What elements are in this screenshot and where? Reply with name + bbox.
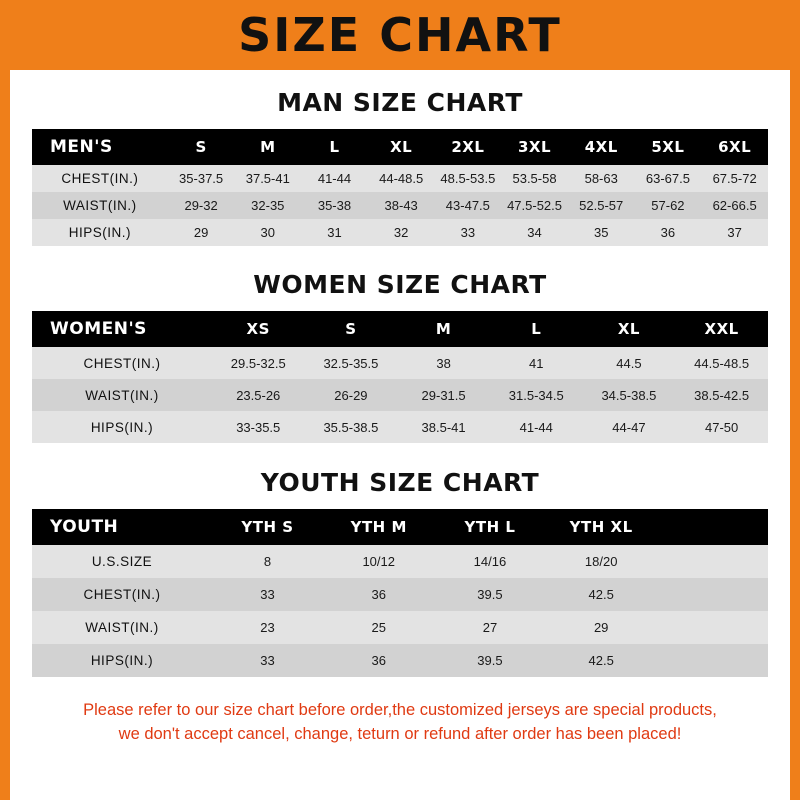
table-body bbox=[32, 545, 768, 677]
table-cell bbox=[657, 545, 768, 578]
row-label-waist: WAIST(IN.) bbox=[85, 620, 159, 635]
table-cell: 38-43 bbox=[384, 198, 418, 213]
header-cell-rowlabel: MEN'S bbox=[50, 137, 113, 157]
table-cell: 35.5-38.5 bbox=[323, 419, 379, 435]
table-cell: 58-63 bbox=[584, 171, 618, 186]
header-cell-5xl: 5XL bbox=[651, 138, 685, 156]
header-cell-m: M bbox=[260, 138, 276, 156]
section-youth-size-chart bbox=[32, 468, 768, 677]
row-label-chest: CHEST(IN.) bbox=[61, 171, 139, 186]
header-cell-xxl: XXL bbox=[704, 320, 739, 338]
table-cell: 29 bbox=[593, 620, 609, 635]
row-label-waist: WAIST(IN.) bbox=[63, 198, 137, 213]
table-header-row bbox=[32, 311, 768, 347]
table-cell: 18/20 bbox=[584, 554, 618, 569]
table-cell: 42.5 bbox=[588, 653, 614, 668]
table-cell: 39.5 bbox=[477, 587, 503, 602]
table-cell: 37.5-41 bbox=[245, 171, 290, 186]
table-row bbox=[32, 219, 768, 246]
table-cell: 47.5-52.5 bbox=[507, 198, 562, 213]
table-row bbox=[32, 379, 768, 411]
table-cell: 32-35 bbox=[251, 198, 285, 213]
header-cell-yth-l: YTH L bbox=[464, 518, 516, 536]
table-cell: 29-32 bbox=[184, 198, 218, 213]
table-youth-size-chart bbox=[32, 509, 768, 677]
table-cell: 36 bbox=[660, 225, 676, 240]
row-label-waist: WAIST(IN.) bbox=[85, 387, 159, 403]
table-cell: 8 bbox=[263, 554, 272, 569]
header-cell-yth-xl: YTH XL bbox=[569, 518, 633, 536]
table-row bbox=[32, 545, 768, 578]
table-cell: 35-37.5 bbox=[179, 171, 224, 186]
header-cell-xs: XS bbox=[246, 320, 270, 338]
table-cell: 34 bbox=[527, 225, 542, 240]
table-cell: 52.5-57 bbox=[579, 198, 624, 213]
table-cell: 36 bbox=[371, 653, 386, 668]
table-row bbox=[32, 578, 768, 611]
table-cell: 29-31.5 bbox=[421, 387, 466, 403]
table-cell: 48.5-53.5 bbox=[440, 171, 496, 186]
row-label-hips: HIPS(IN.) bbox=[68, 225, 131, 240]
table-cell: 35-38 bbox=[317, 198, 352, 213]
table-row bbox=[32, 347, 768, 379]
table-cell: 38 bbox=[436, 355, 451, 371]
table-man-size-chart bbox=[32, 129, 768, 246]
table-cell: 44.5-48.5 bbox=[694, 355, 750, 371]
header-cell-m: M bbox=[435, 320, 452, 338]
row-label-chest: CHEST(IN.) bbox=[83, 587, 161, 602]
header-cell-l: L bbox=[531, 320, 542, 338]
table-cell: 26-29 bbox=[334, 387, 368, 403]
table-cell: 41-44 bbox=[519, 419, 553, 435]
table-head bbox=[32, 311, 768, 347]
page-title: SIZE CHART bbox=[238, 8, 562, 62]
section-title-women: WOMEN SIZE CHART bbox=[253, 270, 547, 299]
table-cell: 43-47.5 bbox=[445, 198, 490, 213]
table-cell bbox=[657, 578, 768, 611]
table-cell: 36 bbox=[371, 587, 386, 602]
row-label-chest: CHEST(IN.) bbox=[83, 355, 161, 371]
row-label-hips: HIPS(IN.) bbox=[90, 419, 154, 435]
table-header-row bbox=[32, 129, 768, 165]
table-cell: 44.5 bbox=[616, 355, 642, 371]
chart-content bbox=[10, 88, 790, 747]
header-cell-rowlabel: YOUTH bbox=[50, 517, 119, 537]
table-cell: 29.5-32.5 bbox=[230, 355, 286, 371]
header-cell-xl: XL bbox=[617, 320, 640, 338]
table-cell: 44-47 bbox=[612, 419, 646, 435]
table-cell: 32 bbox=[393, 225, 409, 240]
table-cell: 23.5-26 bbox=[236, 387, 281, 403]
table-cell: 33 bbox=[260, 587, 275, 602]
table-cell: 47-50 bbox=[705, 419, 739, 435]
table-cell: 37 bbox=[727, 225, 742, 240]
table-cell: 53.5-58 bbox=[512, 171, 557, 186]
header-cell-s: S bbox=[345, 320, 357, 338]
table-cell: 63-67.5 bbox=[645, 171, 690, 186]
page-banner bbox=[0, 0, 800, 70]
header-cell-2xl: 2XL bbox=[451, 138, 485, 156]
header-cell-s: S bbox=[195, 138, 207, 156]
table-cell: 57-62 bbox=[651, 198, 685, 213]
table-body bbox=[32, 347, 768, 443]
table-cell: 34.5-38.5 bbox=[601, 387, 657, 403]
table-cell: 31 bbox=[327, 225, 342, 240]
table-cell: 32.5-35.5 bbox=[323, 355, 379, 371]
table-cell: 14/16 bbox=[473, 554, 507, 569]
table-body bbox=[32, 165, 768, 246]
table-cell: 67.5-72 bbox=[712, 171, 757, 186]
table-cell: 41-44 bbox=[317, 171, 352, 186]
table-row bbox=[32, 411, 768, 443]
table-row bbox=[32, 165, 768, 192]
header-cell-empty bbox=[657, 509, 768, 545]
table-cell: 33 bbox=[260, 653, 275, 668]
header-cell-rowlabel: WOMEN'S bbox=[50, 319, 147, 339]
table-cell: 10/12 bbox=[362, 554, 395, 569]
table-cell: 44-48.5 bbox=[379, 171, 424, 186]
table-row bbox=[32, 611, 768, 644]
table-cell: 38.5-42.5 bbox=[694, 387, 750, 403]
section-man-size-chart bbox=[32, 88, 768, 246]
table-cell: 29 bbox=[193, 225, 209, 240]
note-line-2: we don't accept cancel, change, teturn or refund after order has been placed! bbox=[118, 724, 682, 743]
header-cell-yth-s: YTH S bbox=[241, 518, 294, 536]
header-cell-6xl: 6XL bbox=[718, 138, 752, 156]
table-cell: 38.5-41 bbox=[421, 419, 466, 435]
header-cell-yth-m: YTH M bbox=[350, 518, 407, 536]
table-cell: 42.5 bbox=[588, 587, 614, 602]
table-head bbox=[32, 509, 768, 545]
table-header-row bbox=[32, 509, 768, 545]
section-title-youth: YOUTH SIZE CHART bbox=[260, 468, 540, 497]
table-cell: 33-35.5 bbox=[236, 419, 281, 435]
table-cell: 35 bbox=[593, 225, 609, 240]
table-cell: 62-66.5 bbox=[712, 198, 757, 213]
table-cell: 33 bbox=[460, 225, 476, 240]
header-cell-4xl: 4XL bbox=[584, 138, 618, 156]
table-row bbox=[32, 192, 768, 219]
section-women-size-chart bbox=[32, 270, 768, 443]
table-cell: 41 bbox=[529, 355, 544, 371]
header-cell-l: L bbox=[329, 138, 340, 156]
header-cell-3xl: 3XL bbox=[518, 138, 552, 156]
section-title-man: MAN SIZE CHART bbox=[277, 88, 523, 117]
table-cell bbox=[657, 611, 768, 644]
table-cell: 31.5-34.5 bbox=[508, 387, 564, 403]
table-head bbox=[32, 129, 768, 165]
table-cell: 39.5 bbox=[477, 653, 503, 668]
table-cell: 27 bbox=[482, 620, 498, 635]
header-cell-xl: XL bbox=[390, 138, 413, 156]
row-label-us-size: U.S.SIZE bbox=[91, 554, 153, 569]
table-cell: 25 bbox=[371, 620, 386, 635]
table-cell bbox=[657, 644, 768, 677]
table-women-size-chart bbox=[32, 311, 768, 443]
table-row bbox=[32, 644, 768, 677]
row-label-hips: HIPS(IN.) bbox=[90, 653, 154, 668]
table-cell: 30 bbox=[260, 225, 276, 240]
note-line-1: Please refer to our size chart before order,the customized jerseys are special products, bbox=[83, 701, 717, 719]
table-cell: 23 bbox=[260, 620, 275, 635]
order-policy-note bbox=[46, 699, 754, 747]
